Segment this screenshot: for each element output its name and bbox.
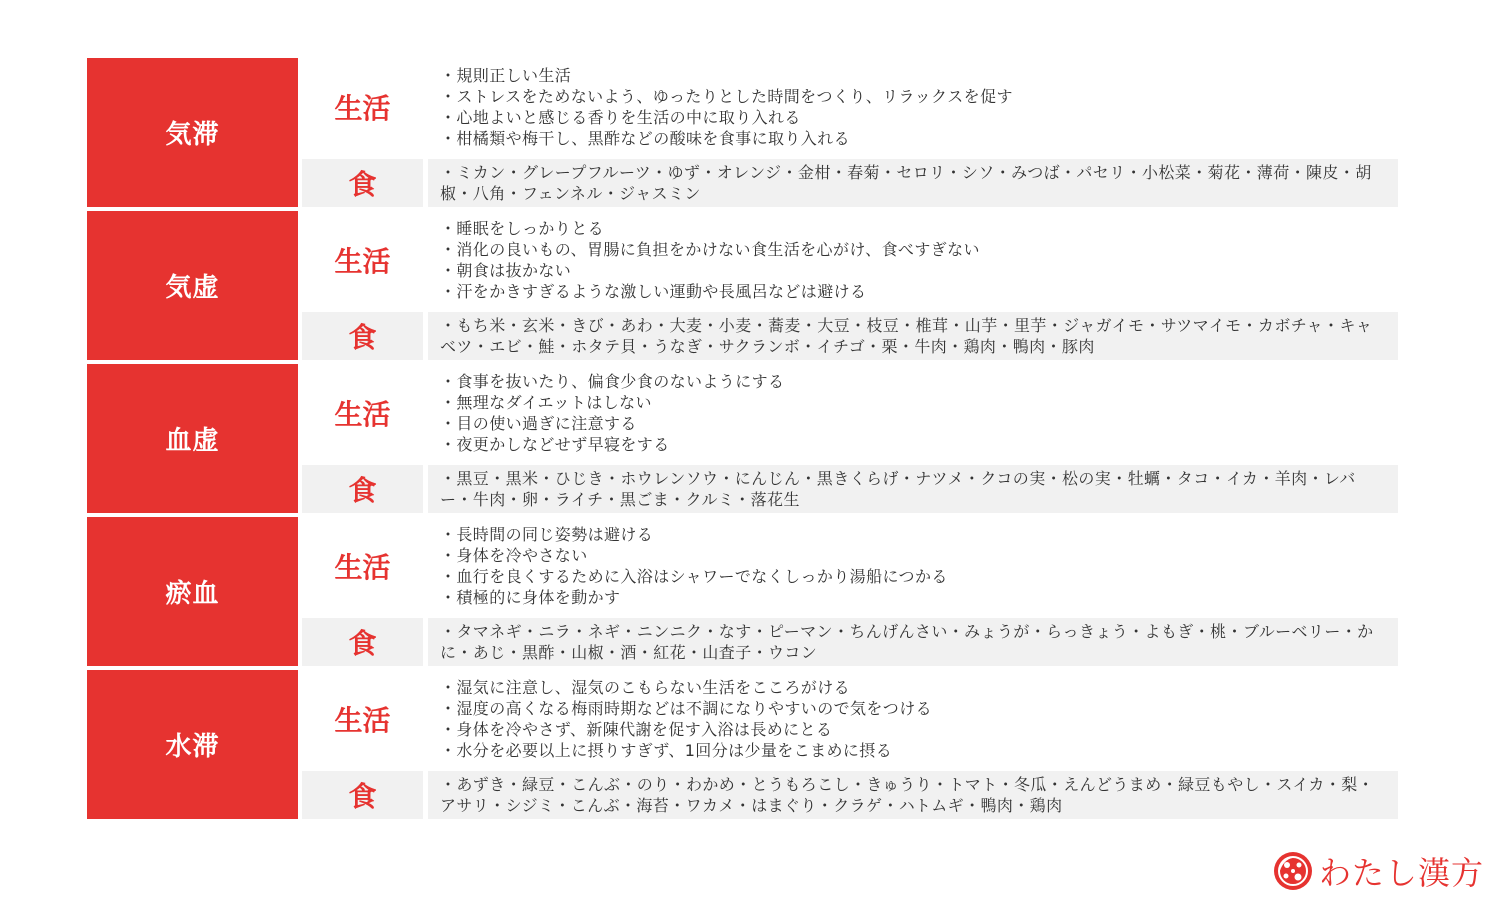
- kanpou-seal-icon: [1273, 851, 1313, 891]
- category-group: [87, 670, 1398, 819]
- advice-item: ・消化の良いもの、胃腸に負担をかけない食生活を心がけ、食べすぎない: [440, 239, 980, 259]
- category-name: 水滞: [87, 670, 298, 819]
- food-list: ・黒豆・黒米・ひじき・ホウレンソウ・にんじん・黒きくらげ・ナツメ・クコの実・松の実・牡蠣・タコ・イカ・羊肉・レバー・牛肉・卵・ライチ・黒ごま・クルミ・落花生: [428, 465, 1398, 513]
- advice-item: ・ストレスをためないよう、ゆったりとした時間をつくり、リラックスを促す: [440, 86, 1013, 106]
- food-row: [302, 618, 1398, 666]
- advice-item: ・身体を冷やさず、新陳代謝を促す入浴は長めにとる: [440, 719, 833, 739]
- food-label: 食: [302, 618, 423, 666]
- advice-item: ・朝食は抜かない: [440, 260, 572, 280]
- food-label: 食: [302, 159, 423, 207]
- life-advice: [428, 58, 1398, 155]
- food-label: 食: [302, 771, 423, 819]
- category-group: [87, 364, 1398, 513]
- advice-item: ・積極的に身体を動かす: [440, 587, 621, 607]
- constitution-table: [87, 58, 1398, 823]
- advice-item: ・湿度の高くなる梅雨時期などは不調になりやすいので気をつける: [440, 698, 933, 718]
- advice-item: ・身体を冷やさない: [440, 545, 588, 565]
- category-name: 気滞: [87, 58, 298, 207]
- life-advice: [428, 364, 1398, 461]
- food-list: ・あずき・緑豆・こんぶ・のり・わかめ・とうもろこし・きゅうり・トマト・冬瓜・えんどうまめ・緑豆もやし・スイカ・梨・アサリ・シジミ・こんぶ・海苔・ワカメ・はまぐり・クラゲ・ハトムギ・鴨肉・鶏肉: [428, 771, 1398, 819]
- advice-item: ・無理なダイエットはしない: [440, 392, 652, 412]
- food-label: 食: [302, 465, 423, 513]
- life-row: [302, 517, 1398, 614]
- category-group: [87, 211, 1398, 360]
- life-row: [302, 670, 1398, 767]
- advice-item: ・目の使い過ぎに注意する: [440, 413, 637, 433]
- life-label: 生活: [334, 397, 391, 431]
- food-row: [302, 465, 1398, 513]
- advice-item: ・水分を必要以上に摂りすぎず、1回分は少量をこまめに摂る: [440, 740, 893, 760]
- advice-item: ・長時間の同じ姿勢は避ける: [440, 524, 654, 544]
- life-row: [302, 364, 1398, 461]
- life-label: 生活: [334, 703, 391, 737]
- life-row: [302, 211, 1398, 308]
- category-name: 気虚: [87, 211, 298, 360]
- life-advice: [428, 211, 1398, 308]
- advice-item: ・食事を抜いたり、偏食少食のないようにする: [440, 371, 785, 391]
- life-row: [302, 58, 1398, 155]
- food-list: ・ミカン・グレープフルーツ・ゆず・オレンジ・金柑・春菊・セロリ・シソ・みつば・パセリ・小松菜・菊花・薄荷・陳皮・胡椒・八角・フェンネル・ジャスミン: [428, 159, 1398, 207]
- category-group: [87, 58, 1398, 207]
- food-label: 食: [302, 312, 423, 360]
- life-advice: [428, 670, 1398, 767]
- life-label: 生活: [334, 244, 391, 278]
- life-advice: [428, 517, 1398, 614]
- advice-item: ・規則正しい生活: [440, 65, 572, 85]
- advice-item: ・心地よいと感じる香りを生活の中に取り入れる: [440, 107, 801, 127]
- food-row: [302, 312, 1398, 360]
- advice-item: ・血行を良くするために入浴はシャワーでなくしっかり湯船につかる: [440, 566, 948, 586]
- life-label: 生活: [334, 91, 391, 125]
- advice-item: ・夜更かしなどせず早寝をする: [440, 434, 670, 454]
- category-group: [87, 517, 1398, 666]
- advice-item: ・汗をかきすぎるような激しい運動や長風呂などは避ける: [440, 281, 867, 301]
- category-name: 瘀血: [87, 517, 298, 666]
- food-row: [302, 771, 1398, 819]
- food-row: [302, 159, 1398, 207]
- food-list: ・もち米・玄米・きび・あわ・大麦・小麦・蕎麦・大豆・枝豆・椎茸・山芋・里芋・ジャガイモ・サツマイモ・カボチャ・キャベツ・エビ・鮭・ホタテ貝・うなぎ・サクランボ・イチゴ・栗・牛肉・鶏肉・鴨肉・豚肉: [428, 312, 1398, 360]
- category-name: 血虚: [87, 364, 298, 513]
- advice-item: ・柑橘類や梅干し、黒酢などの酸味を食事に取り入れる: [440, 128, 851, 148]
- life-label: 生活: [334, 550, 391, 584]
- brand-name: わたし漢方: [1319, 854, 1485, 892]
- brand: [1273, 848, 1484, 894]
- advice-item: ・睡眠をしっかりとる: [440, 218, 605, 238]
- food-list: ・タマネギ・ニラ・ネギ・ニンニク・なす・ピーマン・ちんげんさい・みょうが・らっきょう・よもぎ・桃・ブルーベリー・かに・あじ・黒酢・山椒・酒・紅花・山査子・ウコン: [428, 618, 1398, 666]
- advice-item: ・湿気に注意し、湿気のこもらない生活をこころがける: [440, 677, 851, 697]
